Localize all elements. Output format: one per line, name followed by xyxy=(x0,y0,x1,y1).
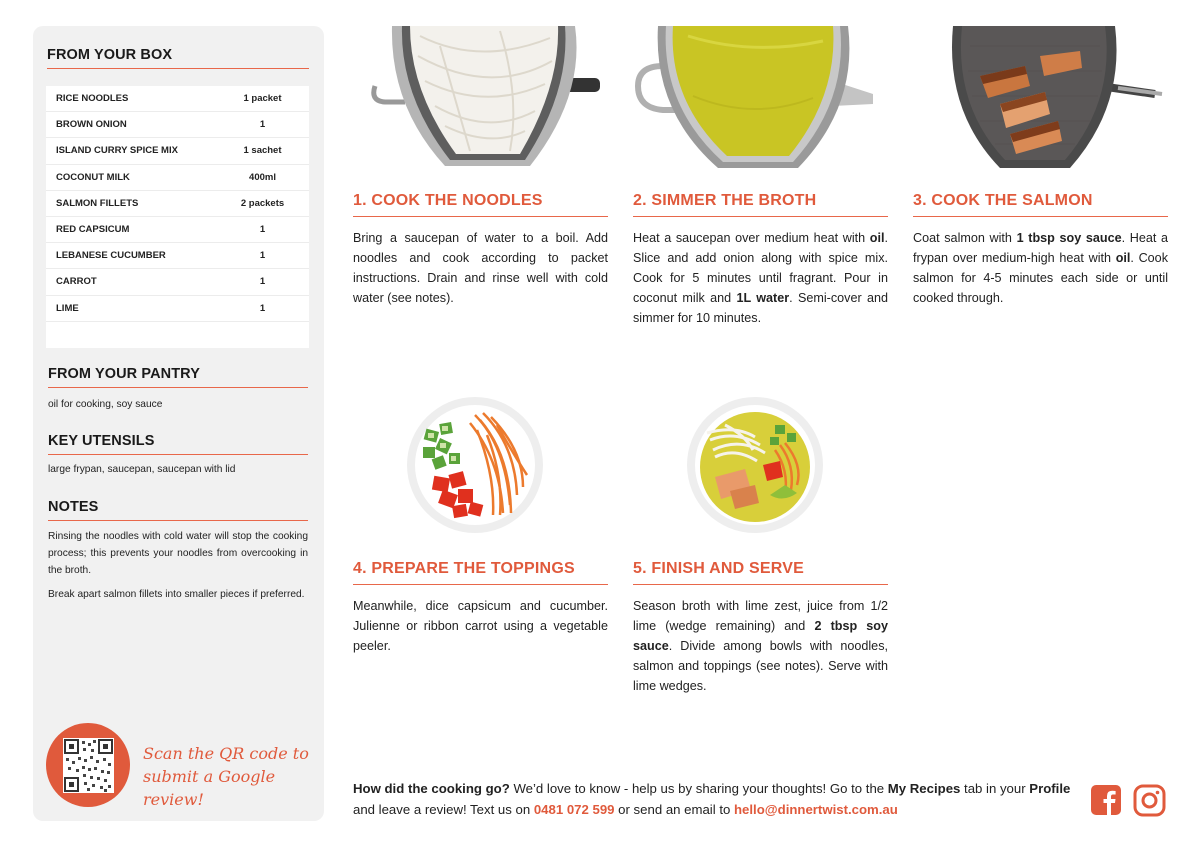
pot-broth-image xyxy=(633,26,883,176)
note-2: Break apart salmon fillets into smaller pieces if preferred. xyxy=(48,589,305,600)
ingredient-row xyxy=(46,86,309,112)
step-text-part: Season broth with lime zest, juice from 1/2 lime (wedge remaining) and xyxy=(633,599,888,633)
pot-noodles-image xyxy=(370,26,602,176)
email-link[interactable]: hello@dinnertwist.com.au xyxy=(734,802,898,817)
ingredient-row xyxy=(46,296,309,322)
qr-code-icon[interactable] xyxy=(63,738,114,793)
ingredient-quantity: 400ml xyxy=(249,171,276,183)
step-text-part: Meanwhile, dice capsicum and cucumber. Julienne or ribbon carrot using a vegetable peeler. xyxy=(353,599,608,653)
bowl-finished-image xyxy=(685,395,825,540)
ingredient-name: RICE NOODLES xyxy=(56,93,129,105)
ingredient-quantity: 1 sachet xyxy=(243,145,282,157)
ingredient-row xyxy=(46,269,309,295)
frypan-salmon-image xyxy=(950,26,1170,176)
qr-text-line-1: Scan the QR code to xyxy=(143,744,309,763)
step-text-part: . Semi-cover and simmer for 10 minutes. xyxy=(633,291,888,325)
ingredient-row xyxy=(46,165,309,191)
step-text-part: . Cook salmon for 4-5 minutes each side or until cooked through. xyxy=(913,251,1168,305)
step-text-part: . Divide among bowls with noodles, salmon and toppings (see notes). Serve with lime wedges. xyxy=(633,639,888,693)
phone-number-link[interactable]: 0481 072 599 xyxy=(533,802,615,817)
note-1: Rinsing the noodles with cold water will stop the cooking process; this prevents your noodles from overcooking in the broth. xyxy=(48,531,308,576)
ingredients-sidebar xyxy=(33,26,324,821)
from-your-box-title: FROM YOUR BOX xyxy=(47,47,309,69)
ingredient-quantity: 1 xyxy=(259,276,266,288)
footer-text-part: or send an email to xyxy=(614,802,734,817)
qr-code-badge[interactable] xyxy=(46,723,130,807)
step-emphasis: 2 tbsp soy sauce xyxy=(633,619,888,653)
footer-text-part: We’d love to know - help us by sharing your thoughts! Go to the xyxy=(509,781,888,796)
ingredient-quantity: 1 xyxy=(259,119,266,131)
step-2-text xyxy=(633,228,888,328)
ingredient-name: RED CAPSICUM xyxy=(56,224,130,236)
ingredient-row xyxy=(46,138,309,164)
ingredient-name: ISLAND CURRY SPICE MIX xyxy=(56,145,178,157)
ingredient-name: SALMON FILLETS xyxy=(56,197,139,209)
pantry-text: oil for cooking, soy sauce xyxy=(48,399,163,410)
step-emphasis: oil xyxy=(1115,251,1131,265)
ingredient-list xyxy=(46,86,309,348)
ingredient-name: LEBANESE CUCUMBER xyxy=(56,250,166,262)
utensils-title: KEY UTENSILS xyxy=(48,433,308,455)
ingredient-name: COCONUT MILK xyxy=(56,171,130,183)
ingredient-quantity: 2 packets xyxy=(240,197,285,209)
ingredient-row xyxy=(46,217,309,243)
step-1-text xyxy=(353,228,608,308)
ingredient-name: CARROT xyxy=(56,276,97,288)
step-text-part: Coat salmon with xyxy=(913,231,1017,245)
step-emphasis: oil xyxy=(869,231,885,245)
step-4-text xyxy=(353,596,608,656)
utensils-text: large frypan, saucepan, saucepan with lid xyxy=(48,464,236,475)
footer-text-part: tab in your xyxy=(960,781,1030,796)
ingredient-quantity: 1 xyxy=(259,224,266,236)
footer-text-part: How did the cooking go? xyxy=(353,781,510,796)
step-3-title: 3. COOK THE SALMON xyxy=(913,192,1168,217)
step-text-part: Bring a saucepan of water to a boil. Add noodles and cook according to packet instructions. Drain and rinse well with cold water (see notes). xyxy=(353,231,608,305)
step-text-part: . Slice and add onion along with spice mix. Cook for 5 minutes until fragrant. Pour in coconut milk and xyxy=(633,231,888,305)
step-emphasis: 1L water xyxy=(736,291,790,305)
ingredient-row xyxy=(46,112,309,138)
pantry-title: FROM YOUR PANTRY xyxy=(48,366,308,388)
step-1-title: 1. COOK THE NOODLES xyxy=(353,192,608,217)
facebook-icon[interactable] xyxy=(1090,784,1122,821)
ingredient-name: BROWN ONION xyxy=(56,119,127,131)
footer-text-part: My Recipes xyxy=(887,781,961,796)
plate-toppings-image xyxy=(405,395,545,540)
footer-text-part: and leave a review! Text us on xyxy=(353,802,534,817)
instagram-icon[interactable] xyxy=(1133,784,1166,822)
step-3-text xyxy=(913,228,1168,308)
qr-review-prompt xyxy=(143,742,318,811)
ingredient-row xyxy=(46,191,309,217)
step-4-title: 4. PREPARE THE TOPPINGS xyxy=(353,560,608,585)
ingredient-quantity: 1 packet xyxy=(243,93,282,105)
ingredient-name: LIME xyxy=(56,302,79,314)
notes-title: NOTES xyxy=(48,499,308,521)
step-text-part: Heat a saucepan over medium heat with xyxy=(633,231,870,245)
review-footer xyxy=(353,778,1078,820)
qr-text-line-2: submit a Google review! xyxy=(143,767,276,809)
step-5-title: 5. FINISH AND SERVE xyxy=(633,560,888,585)
ingredient-quantity: 1 xyxy=(259,302,266,314)
step-emphasis: 1 tbsp soy sauce xyxy=(1016,231,1122,245)
step-5-text xyxy=(633,596,888,696)
step-2-title: 2. SIMMER THE BROTH xyxy=(633,192,888,217)
footer-text-part: Profile xyxy=(1029,781,1071,796)
step-text-part: . Heat a frypan over medium-high heat with xyxy=(913,231,1169,265)
ingredient-quantity: 1 xyxy=(259,250,266,262)
ingredient-row xyxy=(46,243,309,269)
